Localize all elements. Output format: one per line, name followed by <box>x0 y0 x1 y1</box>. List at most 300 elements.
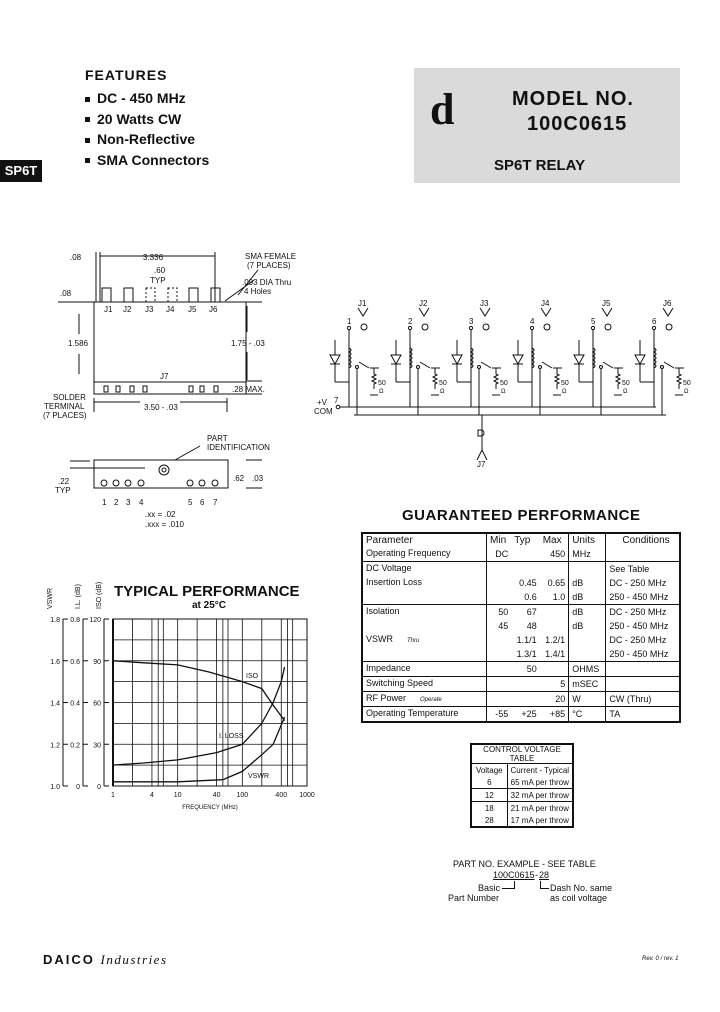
column-header: Units <box>569 533 606 547</box>
cell-typ <box>511 547 539 562</box>
cell-u <box>569 707 606 723</box>
cell-p <box>362 562 487 577</box>
cell-u <box>569 633 606 647</box>
chart-subtitle: at 25°C <box>192 600 227 611</box>
table-row <box>362 619 680 633</box>
port-symbol <box>419 308 429 316</box>
cell-min <box>487 692 512 707</box>
port-symbol <box>480 308 490 316</box>
cell-min <box>487 547 512 562</box>
cell: 12 <box>471 789 507 802</box>
connector-label: J4 <box>166 305 175 314</box>
cell-text: +25 <box>521 709 537 719</box>
features-title: FEATURES <box>85 67 168 83</box>
cell-max <box>540 647 569 662</box>
cell-p <box>362 662 487 677</box>
cell-text: Impedance <box>366 663 411 673</box>
part-id-note: IDENTIFICATION <box>207 443 270 452</box>
dim-label: .22 <box>58 477 70 486</box>
x-tick-label: 400 <box>275 792 288 799</box>
column-header: Current - Typical <box>510 765 570 775</box>
cell-text: OHMS <box>572 664 600 674</box>
terminal-pin <box>591 326 594 329</box>
cell-p <box>362 692 487 707</box>
brand-name: DAICO <box>43 952 95 967</box>
terminal-pin <box>347 326 350 329</box>
cell-u <box>569 576 606 590</box>
cell: 65 mA per throw <box>507 776 573 789</box>
dim-label: .62 <box>233 474 245 483</box>
cell-typ <box>511 707 539 723</box>
resistor-50-ohm <box>431 368 439 395</box>
cell-min <box>487 576 512 590</box>
cell-note: Thru <box>407 638 420 644</box>
supply-pin-label: 7 <box>334 396 339 405</box>
column-header: Parameter <box>366 535 413 546</box>
resistor-value: 50 <box>378 380 386 387</box>
switch-blade <box>481 362 491 368</box>
cell-typ <box>511 562 539 577</box>
connector-label: J1 <box>104 305 113 314</box>
cell-min <box>487 619 512 633</box>
dim-label: .08 <box>60 289 72 298</box>
cell-max <box>540 633 569 647</box>
cell-text: DC <box>495 549 509 559</box>
y-tick-label: 60 <box>93 700 101 708</box>
connector-label: J3 <box>145 305 154 314</box>
cell-text: DC - 250 MHz <box>609 635 667 645</box>
cell-min <box>487 590 512 605</box>
pin-label: 3 <box>126 498 131 507</box>
cell-p <box>362 547 487 562</box>
model-type: SP6T RELAY <box>494 157 586 174</box>
performance-table <box>361 532 681 723</box>
feature-item: DC - 450 MHz <box>85 90 209 111</box>
table-row <box>362 707 680 723</box>
cell-min <box>487 707 512 723</box>
cell-text: 45 <box>498 621 509 631</box>
cell-text: 250 - 450 MHz <box>609 621 669 631</box>
dim-label: TYP <box>150 276 166 285</box>
part-base-number: 100C0615 <box>493 870 535 880</box>
cell-u <box>569 692 606 707</box>
cell-text: 50 <box>526 664 537 674</box>
hole-note: 4 Holes <box>244 287 272 296</box>
resistor-value: 50 <box>439 380 447 387</box>
cell-text: °C <box>572 709 583 719</box>
dash-label: Dash No. same <box>550 883 613 893</box>
tolerance-note: .xx = .02 <box>145 510 176 519</box>
cell-c <box>606 576 680 590</box>
solder-note: SOLDER <box>53 393 86 402</box>
dim-label: .60 <box>154 266 166 275</box>
cell-typ <box>511 662 539 677</box>
table-row <box>362 590 680 605</box>
cell: 18 <box>471 802 507 815</box>
port-label: J2 <box>419 299 428 308</box>
connector-label: J6 <box>209 305 218 314</box>
cell-text: 1.4/1 <box>545 649 566 659</box>
series-label: I. LOSS <box>219 733 244 740</box>
cell-text: dB <box>572 592 584 602</box>
pin-circles <box>101 480 218 486</box>
x-tick-label: 10 <box>173 792 182 799</box>
resistor-unit: Ω <box>379 389 384 395</box>
y-tick-label: 0 <box>76 784 80 791</box>
switch-blade <box>664 362 674 368</box>
cell-text: 20 <box>555 694 566 704</box>
resistor-50-ohm <box>614 368 622 395</box>
footer-brand <box>43 952 168 968</box>
cell-text: Switching Speed <box>366 678 434 688</box>
terminal-pin <box>652 326 655 329</box>
switch-contact <box>539 366 542 369</box>
connector-label: J5 <box>188 305 197 314</box>
cell-max <box>540 707 569 723</box>
cell-min <box>487 662 512 677</box>
dim-label: 1.75 - .03 <box>231 339 265 348</box>
y-tick-label: 0.6 <box>70 658 80 666</box>
x-tick-label: 1 <box>111 792 115 799</box>
cell-p <box>362 647 487 662</box>
cell-text: 50 <box>498 607 509 617</box>
series-label: VSWR <box>248 773 269 780</box>
resistor-value: 50 <box>683 380 691 387</box>
port-symbol <box>541 308 551 316</box>
column-header: Max <box>542 535 562 546</box>
resistor-value: 50 <box>622 380 630 387</box>
pin-label: 7 <box>213 498 218 507</box>
y-tick-label: 1.4 <box>50 700 60 708</box>
cell-text: 0.65 <box>547 578 566 588</box>
y-tick-label: 0.2 <box>70 742 80 750</box>
cell-max <box>540 547 569 562</box>
cell-text: See Table <box>609 564 650 574</box>
cell-text: Insertion Loss <box>366 577 423 587</box>
cell-p <box>362 576 487 590</box>
cell-max <box>540 619 569 633</box>
cell-c <box>606 562 680 577</box>
performance-chart <box>47 582 315 811</box>
terminal-label: 6 <box>652 317 657 326</box>
pin-label: 5 <box>188 498 193 507</box>
sma-connectors <box>102 288 220 302</box>
cell-text: 48 <box>526 621 537 631</box>
cell-text: 1.3/1 <box>516 649 537 659</box>
table-row <box>362 605 680 620</box>
cell-c <box>606 619 680 633</box>
cell-c <box>606 677 680 692</box>
side-tab: SP6T <box>0 160 42 182</box>
table-row <box>471 814 573 827</box>
cell-max <box>540 677 569 692</box>
port-label: J1 <box>358 299 367 308</box>
housing-top-view <box>94 302 246 394</box>
cell-c <box>606 707 680 723</box>
cell-text: 1.1/1 <box>516 635 537 645</box>
cell-c <box>606 662 680 677</box>
connector-icon <box>483 324 489 330</box>
cell: 28 <box>471 814 507 827</box>
revision-note: Rev. 0 / rev. 1 <box>642 956 679 962</box>
pin-label: 1 <box>102 498 107 507</box>
cell-min <box>487 562 512 577</box>
cell: 21 mA per throw <box>510 803 569 813</box>
cell-max <box>540 605 569 620</box>
port-symbol <box>602 308 612 316</box>
y-tick-label: 30 <box>93 742 101 750</box>
connector-icon <box>605 324 611 330</box>
resistor-unit: Ω <box>501 389 506 395</box>
model-label: MODEL NO. <box>512 88 634 110</box>
switch-blade <box>420 362 430 368</box>
switch-contact <box>356 366 359 369</box>
resistor-unit: Ω <box>440 389 445 395</box>
diode-icon <box>330 355 340 364</box>
cell-max <box>540 576 569 590</box>
table-row <box>362 562 680 577</box>
resistor-unit: Ω <box>562 389 567 395</box>
diode-icon <box>391 355 401 364</box>
y-tick-label: 90 <box>93 658 101 666</box>
cell-text: CW (Thru) <box>609 694 652 704</box>
solder-note: (7 PLACES) <box>43 411 87 420</box>
table-row <box>362 647 680 662</box>
sma-note: (7 PLACES) <box>247 261 291 270</box>
connector-icon <box>544 324 550 330</box>
column-header: Conditions <box>606 533 680 547</box>
y-tick-label: 0 <box>97 784 101 791</box>
switch-contact <box>661 366 664 369</box>
j7-connector <box>478 430 484 436</box>
connector-icon <box>666 324 672 330</box>
cell-text: MHz <box>572 549 591 559</box>
resistor-50-ohm <box>553 368 561 395</box>
cell-max <box>540 590 569 605</box>
table-title: CONTROL VOLTAGE TABLE <box>471 744 573 764</box>
cell-c <box>606 647 680 662</box>
y-tick-label: 1.8 <box>50 617 60 624</box>
cell-note: Operate <box>420 697 442 703</box>
resistor-value: 50 <box>500 380 508 387</box>
diode-icon <box>574 355 584 364</box>
cell-text: TA <box>609 709 621 719</box>
dim-label: 3.50 - .03 <box>144 403 178 412</box>
cell-min <box>487 647 512 662</box>
cell-typ <box>511 692 539 707</box>
feature-item: Non-Reflective <box>85 131 209 152</box>
cell-c <box>606 692 680 707</box>
y-tick-label: 0.4 <box>70 700 80 708</box>
schematic-diagram <box>330 299 691 460</box>
control-voltage-table <box>470 743 574 828</box>
supply-terminal <box>336 405 340 409</box>
switch-blade <box>603 362 613 368</box>
brand-suffix: Industries <box>100 952 168 967</box>
performance-title: GUARANTEED PERFORMANCE <box>402 507 641 524</box>
connector-icon <box>422 324 428 330</box>
x-axis-label: FREQUENCY (MHz) <box>182 805 238 811</box>
tolerance-note: .xxx = .010 <box>145 520 184 529</box>
cell-text: 250 - 450 MHz <box>609 649 669 659</box>
x-tick-label: 100 <box>236 792 249 799</box>
resistor-unit: Ω <box>684 389 689 395</box>
resistor-50-ohm <box>370 368 378 395</box>
switch-blade <box>359 362 369 368</box>
terminal-label: 5 <box>591 317 596 326</box>
cell-typ <box>511 619 539 633</box>
switch-contact <box>417 366 420 369</box>
bracket-line <box>502 881 515 889</box>
cell-text: dB <box>572 578 584 588</box>
dim-label: .03 <box>252 474 264 483</box>
table-row <box>471 789 573 802</box>
cell-min <box>487 633 512 647</box>
cell-text: Operating Frequency <box>366 548 451 558</box>
cell-p <box>362 707 487 723</box>
x-tick-label: 40 <box>212 792 221 799</box>
part-dash-number: 28 <box>539 870 550 880</box>
cell-text: DC - 250 MHz <box>609 607 667 617</box>
table-row <box>471 776 573 789</box>
terminal-pin <box>530 326 533 329</box>
switch-contact <box>600 366 603 369</box>
cell-text: +85 <box>549 709 566 719</box>
terminal-label: 4 <box>530 317 535 326</box>
cell-u <box>569 605 606 620</box>
connector-icon <box>361 324 367 330</box>
y-tick-label: 1.0 <box>50 784 60 791</box>
resistor-50-ohm <box>492 368 500 395</box>
cell-u <box>569 619 606 633</box>
cell-text: mSEC <box>572 679 599 689</box>
y-tick-label: 1.6 <box>50 658 60 666</box>
cell-u <box>569 590 606 605</box>
cell-c <box>606 547 680 562</box>
resistor-unit: Ω <box>623 389 628 395</box>
y-tick-label: 1.2 <box>50 742 60 750</box>
cell-p <box>362 633 487 647</box>
cell-text: 250 - 450 MHz <box>609 592 669 602</box>
cell-text: RF Power <box>366 693 407 703</box>
cell-text: W <box>572 694 581 704</box>
cell-min <box>487 677 512 692</box>
y-axis-label: I.L. (dB) <box>75 584 82 609</box>
table-row <box>362 677 680 692</box>
cell-max <box>540 562 569 577</box>
supply-label: COM <box>314 407 333 416</box>
pin-label: 6 <box>200 498 205 507</box>
column-header: Typ <box>514 535 531 546</box>
switch-blade <box>542 362 552 368</box>
connector-label: J7 <box>160 372 169 381</box>
dim-label: TYP <box>55 486 71 495</box>
cell-u <box>569 562 606 577</box>
cell-c <box>606 633 680 647</box>
common-port-label: J7 <box>477 460 486 469</box>
pin-label: 2 <box>114 498 119 507</box>
resistor-value: 50 <box>561 380 569 387</box>
cell-typ <box>511 576 539 590</box>
series-line-iso <box>113 661 285 721</box>
cell-p <box>362 605 487 620</box>
diode-icon <box>513 355 523 364</box>
resistor-50-ohm <box>675 368 683 395</box>
cell-text: DC - 250 MHz <box>609 578 667 588</box>
cell-u <box>569 547 606 562</box>
cell: 17 mA per throw <box>510 815 569 825</box>
cell-c <box>606 605 680 620</box>
table-row <box>362 633 680 647</box>
cell-text: dB <box>572 621 584 631</box>
pin-label: 4 <box>139 498 144 507</box>
column-header: Min <box>487 533 512 547</box>
cell-text: 0.6 <box>524 592 537 602</box>
dash-label: as coil voltage <box>550 893 608 903</box>
solder-terminals <box>104 386 218 392</box>
diode-icon <box>452 355 462 364</box>
cell-typ <box>511 633 539 647</box>
port-symbol <box>358 308 368 316</box>
table-row <box>362 547 680 562</box>
y-axis-label: VSWR <box>47 588 54 609</box>
cell-p <box>362 619 487 633</box>
features-list <box>85 90 209 172</box>
port-label: J3 <box>480 299 489 308</box>
y-tick-label: 120 <box>89 617 101 624</box>
feature-item: SMA Connectors <box>85 152 209 173</box>
cell-p <box>362 677 487 692</box>
sma-note: SMA FEMALE <box>245 252 297 261</box>
part-id-note: PART <box>207 434 228 443</box>
terminal-pin <box>408 326 411 329</box>
x-tick-label: 1000 <box>299 792 315 799</box>
dim-label: 1.586 <box>68 339 89 348</box>
model-number: 100C0615 <box>527 113 628 135</box>
terminal-label: 2 <box>408 317 413 326</box>
table-row <box>362 692 680 707</box>
connector-label: J2 <box>123 305 132 314</box>
dim-label: .08 <box>70 253 82 262</box>
cell-max <box>540 692 569 707</box>
port-label: J6 <box>663 299 672 308</box>
cell-typ <box>511 590 539 605</box>
daico-logo: d <box>430 85 455 134</box>
cell-u <box>569 662 606 677</box>
cell: 6 <box>471 776 507 789</box>
port-symbol <box>663 308 673 316</box>
part-example-title: PART NO. EXAMPLE - SEE TABLE <box>453 859 596 869</box>
chart-title: TYPICAL PERFORMANCE <box>114 583 300 600</box>
supply-label: +V <box>317 398 328 407</box>
cell-u <box>569 647 606 662</box>
cell-text: 1.2/1 <box>545 635 566 645</box>
diode-icon <box>635 355 645 364</box>
series-label: ISO <box>246 673 259 680</box>
part-sep: - <box>535 870 538 880</box>
switch-contact <box>478 366 481 369</box>
cell-min <box>487 605 512 620</box>
cell-typ <box>511 677 539 692</box>
cell-p <box>362 590 487 605</box>
bracket-line <box>540 881 549 889</box>
table-row <box>471 802 573 815</box>
cell-text: 5 <box>560 679 566 689</box>
cell-typ <box>511 605 539 620</box>
port-label: J5 <box>602 299 611 308</box>
dim-label: .28 MAX. <box>232 385 265 394</box>
basic-label: Part Number <box>448 893 500 903</box>
